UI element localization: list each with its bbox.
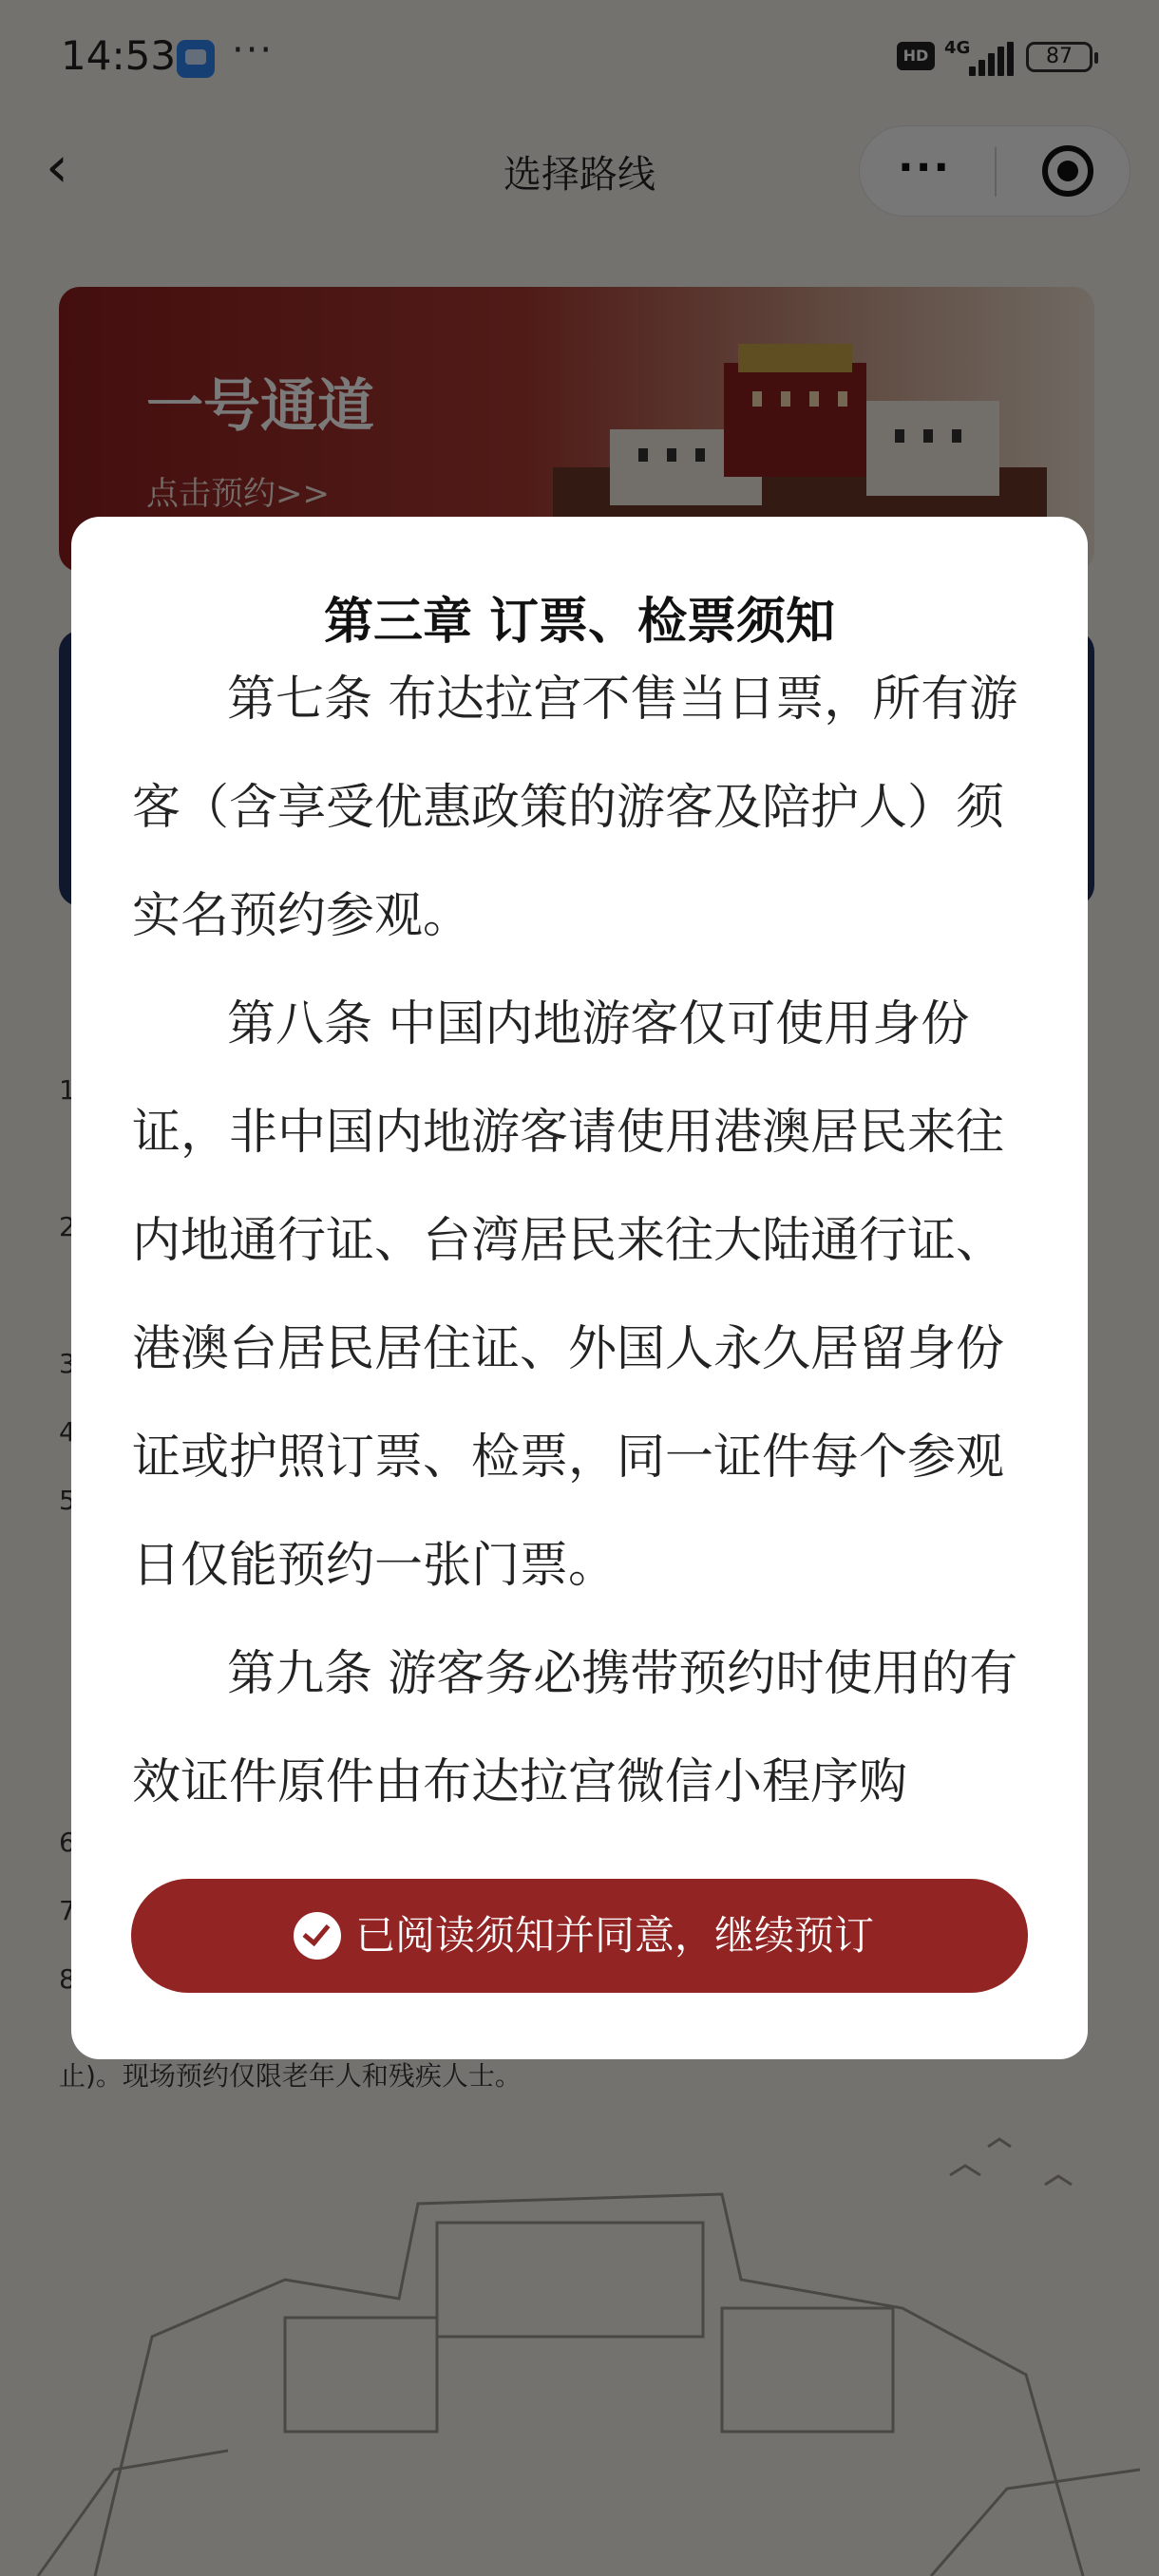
terms-article-7: 第七条 布达拉宫不售当日票，所有游客（含享受优惠政策的游客及陪护人）须实名预约参观。 <box>132 672 1018 944</box>
check-circle-icon <box>294 1912 341 1960</box>
terms-scroll-area[interactable] <box>132 646 1044 1810</box>
agree-button-label: 已阅读须知并同意，继续预订 <box>355 1912 875 1959</box>
terms-article-8: 第八条 中国内地游客仅可使用身份证，非中国内地游客请使用港澳居民来往内地通行证、台湾居民来往大陆通行证、港澳台居民居住证、外国人永久居留身份证或护照订票、检票，同一证件每个参观日仅能预约一张门票。 <box>132 996 1005 1594</box>
agree-and-continue-button[interactable] <box>131 1879 1028 1993</box>
booking-terms-dialog <box>71 517 1088 2059</box>
terms-article-9: 第九条 游客务必携带预约时使用的有效证件原件由布达拉宫微信小程序购 <box>132 1646 1018 1810</box>
dialog-title: 第三章 订票、检票须知 <box>323 594 836 651</box>
